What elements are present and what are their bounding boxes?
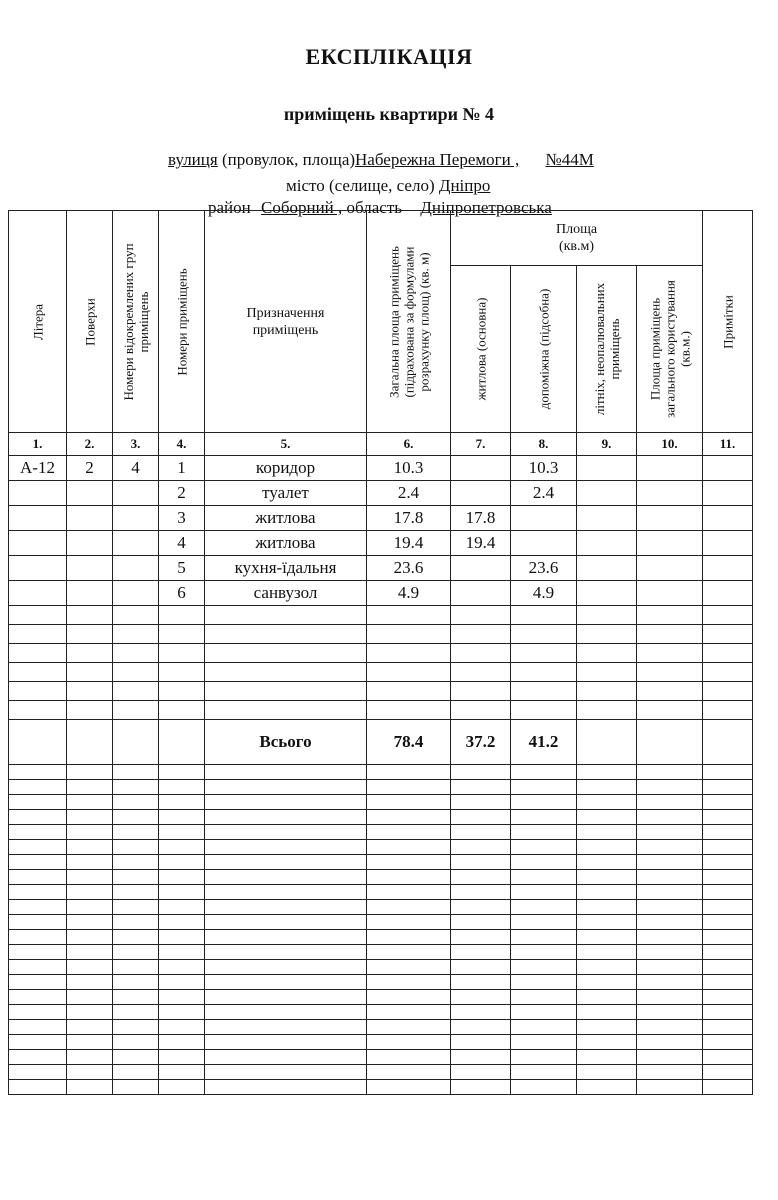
empty-row <box>9 915 753 930</box>
city-label: місто (селище, село) <box>286 176 435 195</box>
city-line <box>286 176 490 196</box>
col-header-living: житлова (основна) <box>451 266 511 433</box>
table-row: 4 житлова 19.4 19.4 <box>9 531 753 556</box>
street-line <box>168 150 594 170</box>
col-header-area-group: Площа (кв.м) <box>451 211 703 266</box>
empty-row <box>9 1065 753 1080</box>
empty-row <box>9 1020 753 1035</box>
house-number: №44М <box>545 150 594 169</box>
col-header-groups: Номери відокремлених груп приміщень <box>113 211 159 433</box>
empty-row <box>9 701 753 720</box>
empty-row <box>9 810 753 825</box>
district-label: район <box>208 198 251 217</box>
col-header-notes: Примітки <box>703 211 753 433</box>
empty-row <box>9 1050 753 1065</box>
street-label: вулиця <box>168 150 218 169</box>
empty-row <box>9 900 753 915</box>
empty-row <box>9 990 753 1005</box>
table-row: 3 житлова 17.8 17.8 <box>9 506 753 531</box>
empty-row <box>9 945 753 960</box>
table-row: 6 санвузол 4.9 4.9 <box>9 581 753 606</box>
empty-row <box>9 765 753 780</box>
col-header-auxiliary: допоміжна (підсобна) <box>511 266 577 433</box>
empty-row <box>9 1080 753 1095</box>
col-header-room-numbers: Номери приміщень <box>159 211 205 433</box>
empty-row <box>9 855 753 870</box>
city-value: Дніпро <box>438 176 491 195</box>
empty-row <box>9 625 753 644</box>
document-subtitle: приміщень квартири № 4 <box>283 104 495 124</box>
col-header-common: Площа приміщень загального користування (кв.м.) <box>637 266 703 433</box>
region-label: область <box>346 198 403 217</box>
total-row <box>9 720 753 765</box>
col-header-purpose: Призначення приміщень <box>205 211 367 433</box>
empty-row <box>9 606 753 625</box>
empty-row <box>9 825 753 840</box>
col-header-total-area: Загальна площа приміщень (підрахована за формулами розрахунку площ) (кв. м) <box>367 211 451 433</box>
total-area-value: 78.4 <box>367 720 451 765</box>
empty-row <box>9 1035 753 1050</box>
empty-row <box>9 960 753 975</box>
explication-table <box>8 210 753 1095</box>
column-numbers-row: 1. 2. 3. 4. 5. 6. 7. 8. 9. 10. 11. <box>9 433 753 456</box>
table-row: 5 кухня-їдальня 23.6 23.6 <box>9 556 753 581</box>
table-row: А-12 2 4 1 коридор 10.3 10.3 <box>9 456 753 481</box>
total-aux-value: 41.2 <box>511 720 577 765</box>
document-title: ЕКСПЛІКАЦІЯ <box>305 44 473 69</box>
total-label: Всього <box>205 720 367 765</box>
empty-row <box>9 840 753 855</box>
empty-row <box>9 663 753 682</box>
col-header-floors: Поверхи <box>67 211 113 433</box>
empty-row <box>9 930 753 945</box>
empty-row <box>9 870 753 885</box>
empty-row <box>9 682 753 701</box>
region-value: Дніпропетровська <box>420 198 552 217</box>
district-value: Соборний , <box>261 198 343 217</box>
empty-row <box>9 975 753 990</box>
empty-row <box>9 780 753 795</box>
empty-row <box>9 644 753 663</box>
street-hint: (провулок, площа) <box>217 150 356 169</box>
empty-row <box>9 1005 753 1020</box>
street-value: Набережна Перемоги , <box>355 150 520 169</box>
total-living-value: 37.2 <box>451 720 511 765</box>
empty-row <box>9 795 753 810</box>
empty-row <box>9 885 753 900</box>
table-row: 2 туалет 2.4 2.4 <box>9 481 753 506</box>
col-header-summer: літніх, неопалювальних приміщень <box>577 266 637 433</box>
col-header-litera: Літера <box>9 211 67 433</box>
